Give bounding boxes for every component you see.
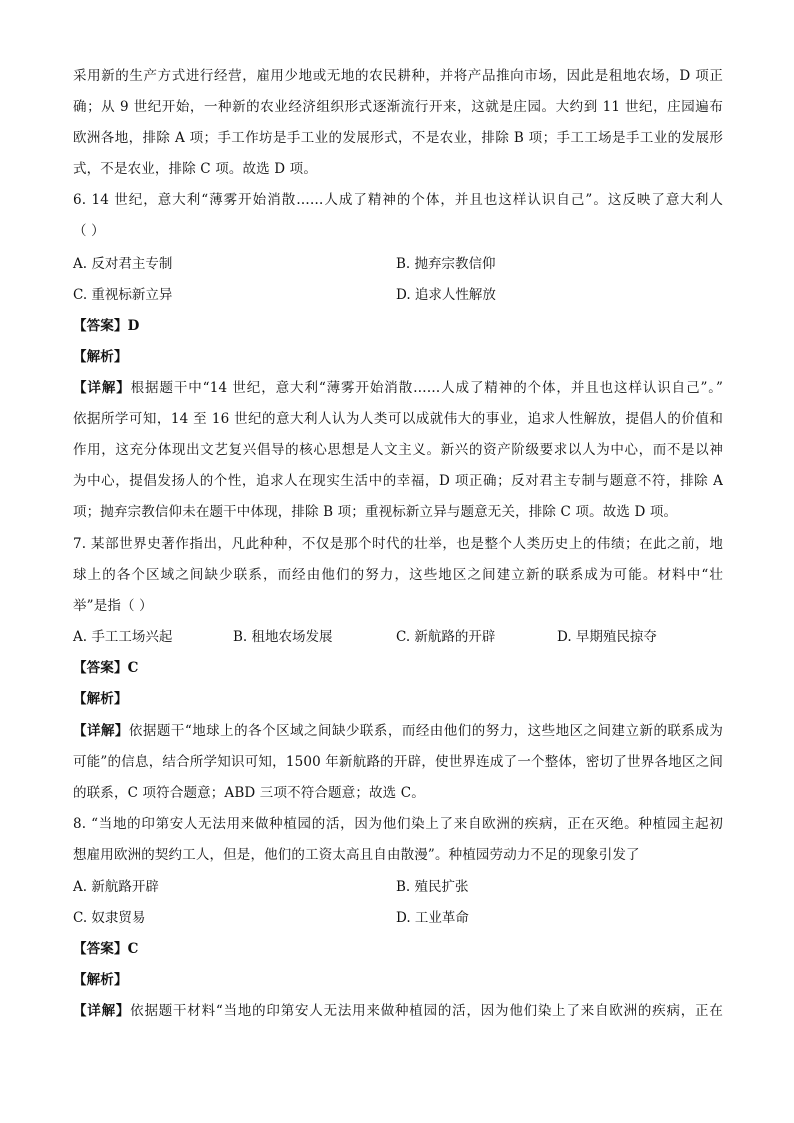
q6-analysis-text: 【解析】 bbox=[73, 349, 128, 365]
q8-stem-line: 8. “当地的印第安人无法用来做种植园的活，因为他们染上了来自欧洲的疾病，正在灭绝。种植园主起初 bbox=[73, 816, 723, 832]
q8-analysis-text: 【解析】 bbox=[73, 972, 128, 988]
q8-option-d: D. 工业革命 bbox=[396, 910, 469, 926]
intro-line: 采用新的生产方式进行经营，雇用少地或无地的农民耕种，并将产品推向市场，因此是租地农场，D 项正 bbox=[73, 68, 723, 84]
q7-answer-text: 【答案】C bbox=[73, 660, 139, 676]
q7-stem-line: 7. 某部世界史著作指出，凡此种种，不仅是那个时代的壮举，也是整个人类历史上的伟绩；在此之前，地 bbox=[73, 536, 723, 552]
q6-detail-line bbox=[73, 378, 723, 398]
q6-detail-line: 为中心，提倡发扬人的个性，追求人在现实生活中的幸福，D 项正确；反对君主专制与题意不符，排除 A bbox=[73, 473, 723, 489]
q7-detail-label: 【详解】 bbox=[73, 723, 129, 739]
q7-analysis-text: 【解析】 bbox=[73, 691, 128, 707]
q7-answer bbox=[73, 658, 723, 678]
q8-detail-text: 依据题干材料“当地的印第安人无法用来做种植园的活，因为他们染上了来自欧洲的疾病，正在 bbox=[130, 1003, 723, 1019]
q7-detail-text: 依据题干“地球上的各个区域之间缺少联系，而经由他们的努力，这些地区之间建立新的联系成为 bbox=[128, 723, 723, 739]
q6-detail-line: 依据所学可知，14 至 16 世纪的意大利人认为人类可以成就伟大的事业，追求人性解放，提倡人的价值和 bbox=[73, 411, 723, 427]
q8-stem-line: 想雇用欧洲的契约工人，但是，他们的工资太高且自由散漫”。种植园劳动力不足的现象引发了 bbox=[73, 847, 640, 863]
q6-detail-label: 【详解】 bbox=[73, 380, 131, 396]
q6-detail-text: 根据题干中“14 世纪，意大利“薄雾开始消散……人成了精神的个体，并且也这样认识自己”。” bbox=[130, 380, 723, 396]
q7-option-c: C. 新航路的开辟 bbox=[396, 629, 496, 645]
q8-answer bbox=[73, 939, 723, 959]
q7-analysis-label bbox=[73, 689, 723, 709]
q7-stem-line: 球上的各个区域之间缺少联系，而经由他们的努力，这些地区之间建立新的联系成为可能。材料中“壮 bbox=[73, 567, 723, 583]
q8-detail-line bbox=[73, 1001, 723, 1021]
q7-stem-line: 举”是指（ ） bbox=[73, 598, 153, 614]
q7-option-a: A. 手工工场兴起 bbox=[73, 629, 173, 645]
q8-detail-label: 【详解】 bbox=[73, 1003, 131, 1019]
q7-detail-line bbox=[73, 721, 723, 741]
q6-option-d: D. 追求人性解放 bbox=[396, 287, 496, 303]
q6-answer bbox=[73, 316, 723, 336]
q8-answer-text: 【答案】C bbox=[73, 941, 139, 957]
intro-line: 式，不是农业，排除 C 项。故选 D 项。 bbox=[73, 161, 317, 177]
intro-line: 欧洲各地，排除 A 项；手工作坊是手工业的发展形式，不是农业，排除 B 项；手工工场是手工业的发展形 bbox=[73, 130, 723, 146]
q6-stem-line: 6. 14 世纪，意大利“薄雾开始消散……人成了精神的个体，并且也这样认识自己”。这反映了意大利人 bbox=[73, 192, 723, 208]
q7-detail-line: 可能”的信息，结合所学知识可知，1500 年新航路的开辟，使世界连成了一个整体，密切了世界各地区之间 bbox=[73, 754, 723, 770]
q6-analysis-label bbox=[73, 347, 723, 367]
q8-analysis-label bbox=[73, 970, 723, 990]
q6-detail-line: 作用，这充分体现出文艺复兴倡导的核心思想是人文主义。新兴的资产阶级要求以人为中心，而不是以神 bbox=[73, 442, 723, 458]
q6-answer-text: 【答案】D bbox=[73, 318, 140, 334]
q6-option-a: A. 反对君主专制 bbox=[73, 256, 173, 272]
q6-stem-line: （ ） bbox=[73, 223, 105, 239]
q7-option-b: B. 租地农场发展 bbox=[233, 629, 333, 645]
q7-detail-line: 的联系，C 项符合题意；ABD 三项不符合题意；故选 C。 bbox=[73, 785, 425, 801]
q6-option-b: B. 抛弃宗教信仰 bbox=[396, 256, 496, 272]
intro-line: 确；从 9 世纪开始，一种新的农业经济组织形式逐渐流行开来，这就是庄园。大约到 11 世纪，庄园遍布 bbox=[73, 99, 723, 115]
q6-detail-line: 项；抛弃宗教信仰未在题干中体现，排除 B 项；重视标新立异与题意无关，排除 C 项。故选 D 项。 bbox=[73, 504, 678, 520]
q6-option-c: C. 重视标新立异 bbox=[73, 287, 173, 303]
q8-option-a: A. 新航路开辟 bbox=[73, 879, 159, 895]
q7-option-d: D. 早期殖民掠夺 bbox=[557, 629, 657, 645]
q8-option-c: C. 奴隶贸易 bbox=[73, 910, 146, 926]
q8-option-b: B. 殖民扩张 bbox=[396, 879, 469, 895]
